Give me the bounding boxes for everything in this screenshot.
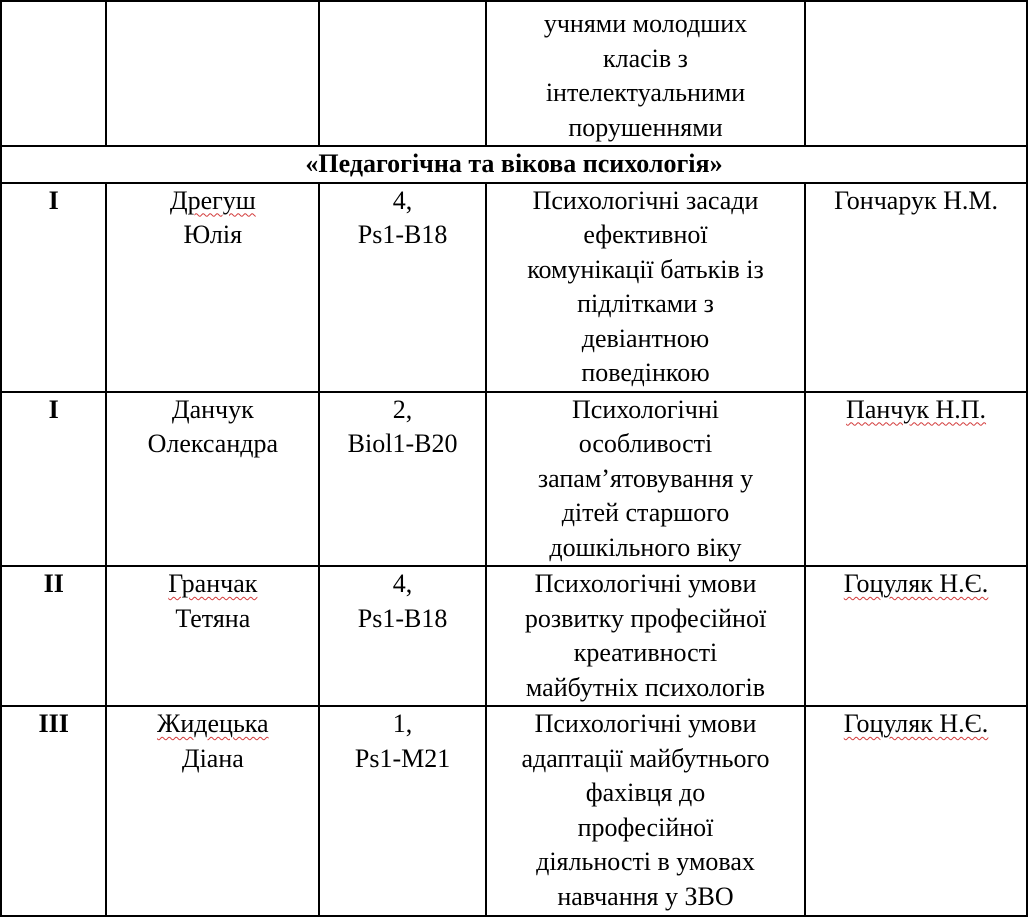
topic-line: класів з [603, 43, 688, 73]
student-first-name: Тетяна [175, 603, 251, 633]
topic-line: особливості [578, 429, 713, 458]
place-cell: I [1, 392, 106, 567]
student-surname: Гранчак [168, 569, 258, 598]
topic-line: девіантною [581, 323, 710, 353]
topic-cell [486, 706, 805, 916]
place-cell: II [1, 566, 106, 706]
topic-line: запам’ятовування у [537, 463, 754, 493]
student-cell [106, 392, 319, 567]
student-cell [106, 183, 319, 392]
topic-line: Психологічні [572, 394, 719, 424]
supervisor-cell [805, 392, 1027, 567]
table-row [1, 392, 1027, 567]
topic-line: дітей старшого [561, 498, 730, 527]
course-number: 2, [392, 394, 413, 424]
student-surname: Данчук [171, 394, 254, 424]
topic-line: комунікації батьків із [527, 254, 764, 284]
student-surname: Жидецька [157, 709, 269, 738]
supervisor-cell [805, 1, 1027, 146]
student-first-name: Діана [181, 743, 244, 773]
topic-line: діяльності в умовах [536, 847, 755, 876]
group-code: Biol1-B20 [347, 429, 458, 458]
table-row-previous [1, 1, 1027, 146]
topic-line: фахівця до [585, 778, 706, 807]
topic-line: розвитку професійної [524, 603, 767, 633]
topic-cell [486, 1, 805, 146]
topic-cell [486, 183, 805, 392]
supervisor-cell: Гончарук Н.М. [805, 183, 1027, 392]
course-group-cell [319, 566, 486, 706]
topic-line: креативності [573, 638, 718, 667]
place-cell: III [1, 706, 106, 916]
topic-line: підлітками з [577, 289, 714, 318]
course-number: 4, [392, 569, 413, 598]
student-first-name: Олександра [147, 429, 278, 458]
place-cell [1, 1, 106, 146]
supervisor-name: Гоцуляк Н.Є. [843, 709, 989, 738]
section-header-row [1, 146, 1027, 183]
topic-line: навчання у ЗВО [557, 881, 734, 911]
topic-line: Психологічні умови [534, 569, 757, 598]
student-cell [106, 1, 319, 146]
supervisor-cell [805, 706, 1027, 916]
topic-line: порушеннями [568, 112, 723, 142]
student-first-name: Юлія [183, 220, 243, 249]
supervisor-name: Панчук Н.П. [846, 394, 987, 424]
course-group-cell [319, 706, 486, 916]
section-title: «Педагогічна та вікова психологія» [1, 146, 1027, 183]
topic-line: дошкільного віку [549, 532, 742, 562]
student-cell [106, 706, 319, 916]
student-cell [106, 566, 319, 706]
supervisor-cell [805, 566, 1027, 706]
student-surname: Дрегуш [169, 185, 256, 215]
topic-cell [486, 392, 805, 567]
topic-line: майбутніх психологів [525, 672, 766, 702]
topic-line: Психологічні засади [532, 185, 759, 215]
topic-line: учнями молодших [543, 9, 748, 38]
supervisor-name: Гоцуляк Н.Є. [843, 569, 989, 598]
topic-line: інтелектуальними [545, 78, 746, 107]
topic-line: професійної [577, 812, 714, 842]
table-row [1, 183, 1027, 392]
place-cell: I [1, 183, 106, 392]
topic-line: Психологічні умови [534, 709, 757, 738]
course-group-cell [319, 1, 486, 146]
course-number: 4, [392, 185, 413, 215]
topic-line: ефективної [583, 220, 708, 249]
topic-line: адаптації майбутнього [521, 743, 770, 773]
course-number: 1, [392, 709, 413, 738]
topic-line: поведінкою [581, 358, 710, 387]
group-code: Ps1-B18 [357, 220, 448, 249]
topic-cell [486, 566, 805, 706]
course-group-cell [319, 392, 486, 567]
course-group-cell [319, 183, 486, 392]
table-row [1, 566, 1027, 706]
group-code: Ps1-M21 [354, 743, 451, 773]
table-row [1, 706, 1027, 916]
group-code: Ps1-B18 [357, 603, 448, 633]
